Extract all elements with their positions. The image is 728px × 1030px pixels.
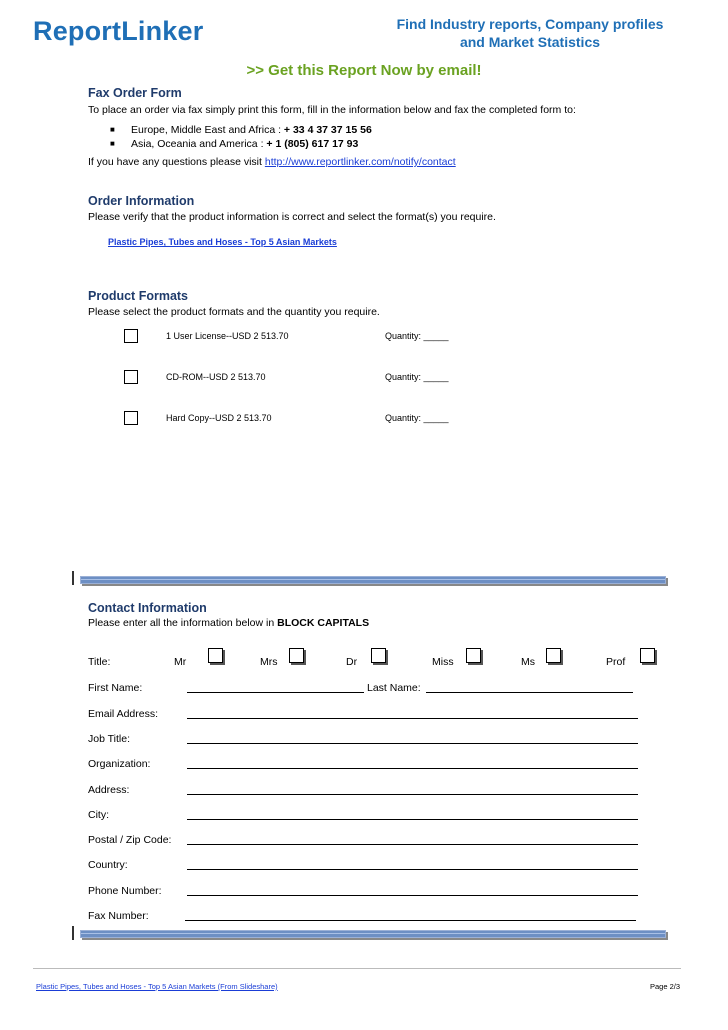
format-label-cd-rom: CD-ROM--USD 2 513.70 [166,372,266,382]
footer-source-link[interactable]: Plastic Pipes, Tubes and Hoses - Top 5 Asian Markets (From Slideshare) [36,982,278,991]
title-mr-checkbox[interactable] [208,648,223,663]
format-qty-hard-copy[interactable]: Quantity: _____ [385,413,449,423]
title-miss-label: Miss [432,656,454,668]
order-info-heading: Order Information [88,194,195,208]
header-tagline [380,15,680,51]
fax-question [88,156,456,168]
title-mr-label: Mr [174,656,187,668]
reportlinker-logo: ReportLinker [33,16,204,46]
format-qty-user-license[interactable]: Quantity: _____ [385,331,449,341]
product-formats-heading: Product Formats [88,289,189,303]
title-dr-checkbox[interactable] [371,648,386,663]
postal-code-field[interactable] [187,833,638,845]
title-mrs-label: Mrs [260,656,278,668]
bullet-icon: ■ [110,125,115,134]
title-ms-label: Ms [521,656,535,668]
postal-code-label: Postal / Zip Code: [88,834,172,846]
fax-order-heading: Fax Order Form [88,86,182,100]
country-field[interactable] [187,858,638,870]
fax-region-europe: Europe, Middle East and Africa : [131,124,284,136]
divider-marker [72,571,74,585]
last-name-label: Last Name: [367,682,421,694]
format-label-hard-copy: Hard Copy--USD 2 513.70 [166,413,272,423]
tagline-line-1: Find Industry reports, Company profiles [396,16,664,32]
format-checkbox-hard-copy[interactable] [124,411,138,425]
address-field[interactable] [187,783,638,795]
divider-marker [72,926,74,940]
section-divider-bar [80,576,666,584]
contact-intro [88,617,369,629]
fax-number-europe: + 33 4 37 37 15 56 [283,124,372,136]
fax-number-asia: + 1 (805) 617 17 93 [266,138,359,150]
job-title-label: Job Title: [88,733,131,745]
page-number: Page 2/3 [650,982,681,991]
contact-intro-text: Please enter all the information below in [88,617,278,629]
fax-number-field[interactable] [185,909,636,921]
format-qty-cd-rom[interactable]: Quantity: _____ [385,372,449,382]
product-link[interactable]: Plastic Pipes, Tubes and Hoses - Top 5 Asian Markets [108,237,337,247]
title-miss-checkbox[interactable] [466,648,481,663]
bullet-icon: ■ [110,139,115,148]
get-report-link[interactable]: >> Get this Report Now by email! [246,62,482,79]
question-prefix: If you have any questions please visit [88,156,265,168]
title-mrs-checkbox[interactable] [289,648,304,663]
title-dr-label: Dr [346,656,358,668]
formats-intro: Please select the product formats and the quantity you require. [88,306,380,318]
organization-label: Organization: [88,758,151,770]
address-label: Address: [88,784,130,796]
organization-field[interactable] [187,757,638,769]
email-field[interactable] [187,707,638,719]
format-label-user-license: 1 User License--USD 2 513.70 [166,331,289,341]
fax-intro: To place an order via fax simply print this form, fill in the information below and fax the completed form to: [88,104,576,116]
format-checkbox-user-license[interactable] [124,329,138,343]
title-label: Title: [88,656,111,668]
title-prof-label: Prof [606,656,626,668]
contact-link[interactable]: http://www.reportlinker.com/notify/contact [264,156,456,168]
footer-rule [33,968,681,969]
title-prof-checkbox[interactable] [640,648,655,663]
fax-number-label: Fax Number: [88,910,149,922]
section-divider-bar-bottom [80,930,666,938]
phone-field[interactable] [187,884,638,896]
job-title-field[interactable] [187,732,638,744]
last-name-field[interactable] [426,681,633,693]
fax-line-asia [131,138,358,150]
fax-line-europe [131,124,372,136]
contact-info-heading: Contact Information [88,601,207,615]
city-field[interactable] [187,808,638,820]
order-intro: Please verify that the product information is correct and select the format(s) you require. [88,211,496,223]
phone-label: Phone Number: [88,885,162,897]
country-label: Country: [88,859,128,871]
title-ms-checkbox[interactable] [546,648,561,663]
first-name-field[interactable] [187,681,364,693]
contact-intro-bold: BLOCK CAPITALS [277,617,370,629]
fax-region-asia: Asia, Oceania and America : [131,138,267,150]
email-label: Email Address: [88,708,159,720]
tagline-line-2: and Market Statistics [459,34,601,50]
first-name-label: First Name: [88,682,143,694]
city-label: City: [88,809,109,821]
format-checkbox-cd-rom[interactable] [124,370,138,384]
